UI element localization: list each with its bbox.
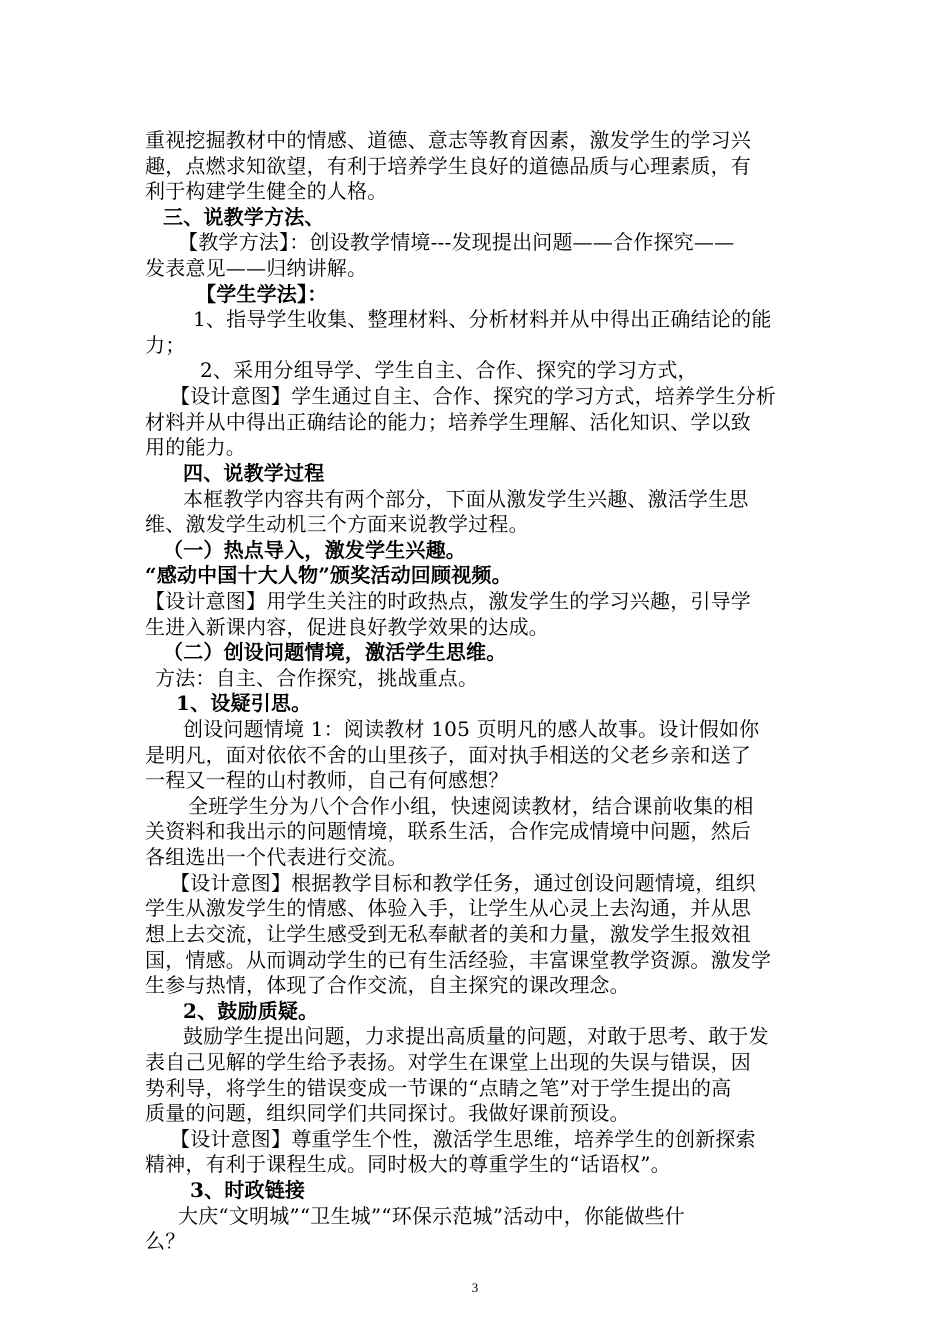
text-line: 力； [145,332,186,357]
text-line: 质量的问题，组织同学们共同探讨。我做好课前预设。 [145,1101,630,1126]
subheading: （二）创设问题情境，激活学生思维。 [163,640,507,665]
page-number: 3 [471,1280,479,1295]
text-line: 【设计意图】尊重学生个性，激活学生思维，培养学生的创新探索 [170,1126,756,1151]
text-line: 用的能力。 [145,435,246,460]
text-line: 维、激发学生动机三个方面来说教学过程。 [145,512,529,537]
text-line: 生参与热情，体现了合作交流，自主探究的课改理念。 [145,973,630,998]
subheading: （一）热点导入，激发学生兴趣。 [163,537,466,562]
text-line: 表自己见解的学生给予表扬。对学生在课堂上出现的失误与错误，因 [145,1049,751,1074]
subheading: 【学生学法】： [196,281,328,306]
text-line: 利于构建学生健全的人格。 [145,179,388,204]
subheading: 2、鼓励质疑。 [183,998,319,1023]
text-line: 【设计意图】用学生关注的时政热点，激发学生的学习兴趣，引导学 [145,588,751,613]
text-line: 【设计意图】学生通过自主、合作、探究的学习方式，培养学生分析 [170,384,776,409]
text-line: 么？ [145,1229,186,1254]
text-line: 发表意见——归纳讲解。 [145,256,368,281]
text-line: 创设问题情境 1：阅读教材 105 页明凡的感人故事。设计假如你 [183,717,760,742]
text-line: 各组选出一个代表进行交流。 [145,845,408,870]
section-heading: 三、说教学方法、 [163,204,325,229]
text-line: 方法：自主、合作探究，挑战重点。 [155,665,479,690]
text-line: 【教学方法】：创设教学情境---发现提出问题——合作探究—— [178,230,735,255]
subheading: 1、设疑引思。 [176,691,312,716]
text-line: 全班学生分为八个合作小组，快速阅读教材，结合课前收集的相 [188,793,754,818]
text-line: 重视挖掘教材中的情感、道德、意志等教育因素，激发学生的学习兴 [145,128,751,152]
text-line: 学生从激发学生的情感、体验入手，让学生从心灵上去沟通，并从思 [145,896,751,921]
text-line: 想上去交流，让学生感受到无私奉献者的美和力量，激发学生报效祖 [145,921,751,946]
subheading: 3、时政链接 [190,1178,306,1202]
text-line: 是明凡，面对依依不舍的山里孩子，面对执手相送的父老乡亲和送了 [145,742,751,767]
text-line: 势利导，将学生的错误变成一节课的“点睛之笔”对于学生提出的高 [145,1075,732,1100]
text-line: 【设计意图】根据教学目标和教学任务，通过创设问题情境，组织 [170,870,756,895]
text-line: 生进入新课内容，促进良好教学效果的达成。 [145,614,549,639]
text-line: 趣，点燃求知欲望，有利于培养学生良好的道德品质与心理素质，有 [145,153,751,178]
text-line: 2、采用分组导学、学生自主、合作、探究的学习方式， [200,358,698,383]
text-line: 精神，有利于课程生成。同时极大的尊重学生的“话语权”。 [145,1152,671,1177]
text-line: 材料并从中得出正确结论的能力；培养学生理解、活化知识、学以致 [145,409,751,434]
text-line: 大庆“文明城”“卫生城”“环保示范城”活动中，你能做些什 [178,1203,685,1228]
text-line: 一程又一程的山村教师，自己有何感想？ [145,768,509,793]
text-line: 本框教学内容共有两个部分，下面从激发学生兴趣、激活学生思 [183,486,749,511]
text-line: 关资料和我出示的问题情境，联系生活，合作完成情境中问题，然后 [145,819,751,844]
text-line: 国，情感。从而调动学生的已有生活经验，丰富课堂教学资源。激发学 [145,947,772,972]
text-line: 1、指导学生收集、整理材料、分析材料并从中得出正确结论的能 [193,307,772,332]
section-heading: 四、说教学过程 [183,460,325,485]
text-line: 鼓励学生提出问题，力求提出高质量的问题，对敢于思考、敢于发 [183,1024,769,1049]
subheading: “感动中国十大人物”颁奖活动回顾视频。 [145,563,512,588]
